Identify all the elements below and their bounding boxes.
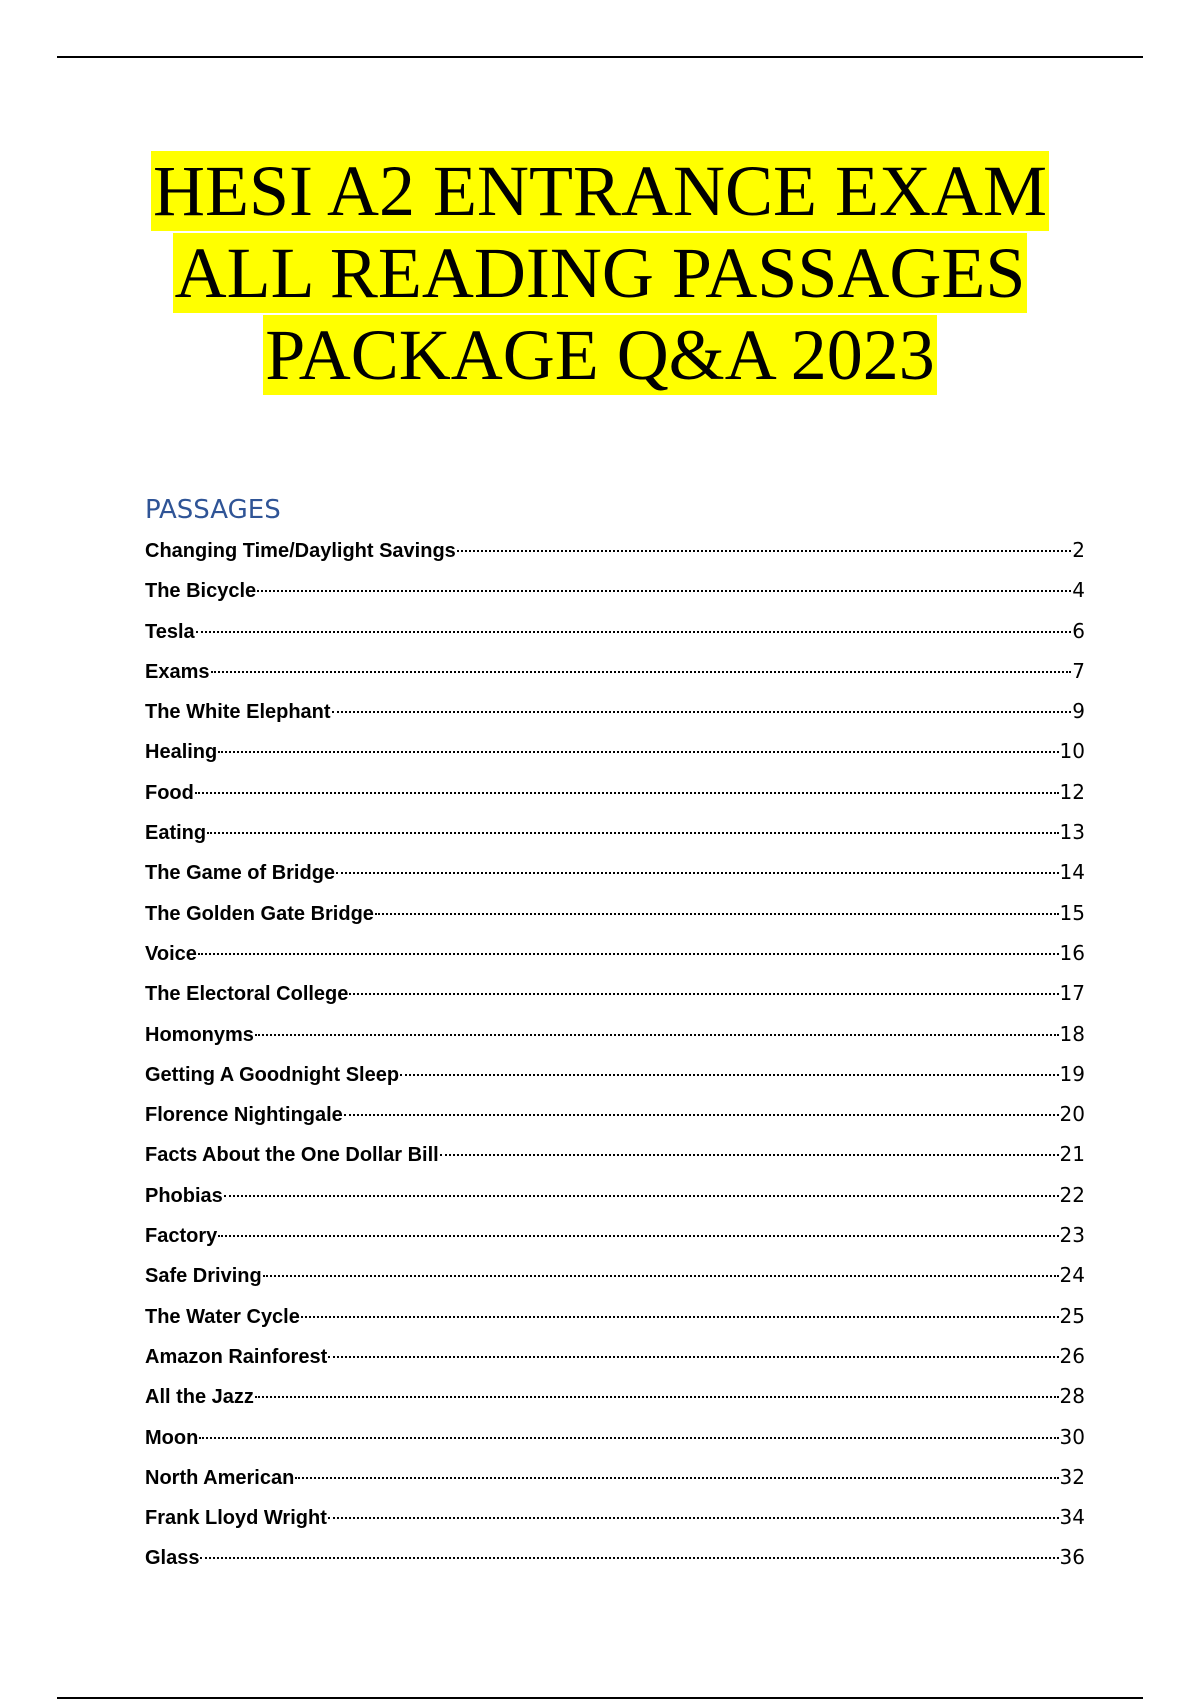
toc-leader-dots — [263, 1275, 1059, 1277]
toc-entry[interactable] — [145, 651, 1085, 691]
toc-entry[interactable] — [145, 1014, 1085, 1054]
toc-entry-page: 24 — [1059, 1263, 1085, 1288]
bottom-rule — [57, 1697, 1143, 1699]
toc-entry-page: 15 — [1059, 900, 1085, 925]
toc-leader-dots — [199, 1437, 1058, 1439]
toc-entry-title: Exams — [145, 660, 210, 683]
toc-entry-title: Eating — [145, 822, 207, 845]
toc-entry[interactable] — [145, 731, 1085, 771]
toc-leader-dots — [328, 1356, 1058, 1358]
toc-entry[interactable] — [145, 893, 1085, 933]
toc-entry-title: The Bicycle — [145, 580, 257, 603]
toc-entry-page: 10 — [1059, 739, 1085, 764]
toc-entry[interactable] — [145, 1094, 1085, 1134]
toc-entry[interactable] — [145, 611, 1085, 651]
toc-entry-title: Safe Driving — [145, 1265, 262, 1288]
toc-list — [145, 530, 1085, 1578]
toc-leader-dots — [400, 1074, 1058, 1076]
toc-entry-page: 9 — [1072, 699, 1085, 724]
toc-entry-page: 14 — [1059, 860, 1085, 885]
toc-entry-page: 34 — [1059, 1505, 1085, 1530]
toc-entry[interactable] — [145, 772, 1085, 812]
toc-entry-title: Amazon Rainforest — [145, 1345, 328, 1368]
toc-entry-title: Changing Time/Daylight Savings — [145, 540, 456, 562]
toc-entry-title: Tesla — [145, 620, 195, 643]
toc-entry-page: 19 — [1059, 1061, 1085, 1086]
toc-entry[interactable] — [145, 1175, 1085, 1215]
toc-entry-title: Frank Lloyd Wright — [145, 1507, 327, 1530]
toc-entry[interactable] — [145, 1255, 1085, 1295]
toc-heading: PASSAGES — [145, 495, 281, 525]
toc-entry[interactable] — [145, 1336, 1085, 1376]
toc-leader-dots — [440, 1154, 1059, 1156]
toc-entry-page: 13 — [1059, 820, 1085, 845]
toc-entry[interactable] — [145, 570, 1085, 610]
toc-leader-dots — [195, 792, 1059, 794]
toc-entry-page: 22 — [1059, 1182, 1085, 1207]
toc-entry-page: 16 — [1059, 940, 1085, 965]
toc-entry[interactable] — [145, 530, 1085, 570]
toc-leader-dots — [349, 993, 1058, 995]
toc-leader-dots — [196, 631, 1072, 633]
toc-entry[interactable] — [145, 1215, 1085, 1255]
toc-entry-page: 23 — [1059, 1223, 1085, 1248]
toc-entry-title: Homonyms — [145, 1023, 254, 1046]
toc-entry-title: Healing — [145, 741, 218, 764]
toc-entry[interactable] — [145, 1497, 1085, 1537]
toc-entry[interactable] — [145, 933, 1085, 973]
toc-leader-dots — [218, 751, 1058, 753]
toc-entry-page: 18 — [1059, 1021, 1085, 1046]
table-of-contents — [145, 492, 1085, 1578]
title-line-1: HESI A2 ENTRANCE EXAM — [153, 151, 1047, 231]
toc-leader-dots — [301, 1316, 1059, 1318]
toc-entry-page: 21 — [1059, 1142, 1085, 1167]
toc-leader-dots — [207, 832, 1058, 834]
toc-leader-dots — [257, 590, 1071, 592]
toc-entry-page: 2 — [1072, 538, 1085, 562]
toc-entry-title: The Game of Bridge — [145, 862, 336, 885]
toc-entry-page: 7 — [1072, 658, 1085, 683]
toc-entry-page: 32 — [1059, 1464, 1085, 1489]
toc-entry-title: Factory — [145, 1225, 218, 1248]
toc-entry-page: 25 — [1059, 1303, 1085, 1328]
toc-entry[interactable] — [145, 1376, 1085, 1416]
toc-leader-dots — [200, 1557, 1058, 1559]
toc-entry-title: Moon — [145, 1426, 199, 1449]
toc-leader-dots — [457, 550, 1071, 552]
toc-entry[interactable] — [145, 1417, 1085, 1457]
toc-leader-dots — [295, 1477, 1058, 1479]
toc-leader-dots — [255, 1396, 1059, 1398]
toc-entry-title: The Golden Gate Bridge — [145, 902, 374, 925]
toc-entry-page: 30 — [1059, 1424, 1085, 1449]
toc-leader-dots — [328, 1517, 1059, 1519]
toc-leader-dots — [224, 1195, 1059, 1197]
toc-entry-title: All the Jazz — [145, 1386, 254, 1409]
toc-leader-dots — [332, 711, 1072, 713]
toc-entry[interactable] — [145, 852, 1085, 892]
toc-entry-page: 6 — [1072, 618, 1085, 643]
toc-entry[interactable] — [145, 973, 1085, 1013]
toc-leader-dots — [198, 953, 1059, 955]
toc-entry-title: North American — [145, 1466, 295, 1489]
toc-leader-dots — [375, 913, 1059, 915]
toc-leader-dots — [218, 1235, 1058, 1237]
toc-entry-title: Voice — [145, 942, 197, 965]
toc-leader-dots — [255, 1034, 1059, 1036]
document-title — [0, 150, 1200, 396]
toc-leader-dots — [344, 1114, 1059, 1116]
toc-entry-title: Facts About the One Dollar Bill — [145, 1144, 439, 1167]
toc-entry-title: Getting A Goodnight Sleep — [145, 1063, 400, 1086]
toc-entry-title: Phobias — [145, 1184, 223, 1207]
toc-entry-page: 17 — [1059, 981, 1085, 1006]
toc-entry[interactable] — [145, 1134, 1085, 1174]
toc-entry-title: Glass — [145, 1547, 200, 1570]
toc-entry-page: 12 — [1059, 779, 1085, 804]
toc-entry[interactable] — [145, 1457, 1085, 1497]
top-rule — [57, 56, 1143, 58]
toc-entry-page: 36 — [1059, 1545, 1085, 1570]
toc-entry[interactable] — [145, 812, 1085, 852]
title-line-2: ALL READING PASSAGES — [174, 233, 1026, 313]
toc-entry-page: 4 — [1072, 578, 1085, 603]
toc-entry-title: The White Elephant — [145, 701, 331, 724]
toc-entry-title: The Water Cycle — [145, 1305, 300, 1328]
toc-entry-page: 20 — [1059, 1102, 1085, 1127]
toc-entry-title: The Electoral College — [145, 983, 349, 1006]
toc-leader-dots — [211, 671, 1072, 673]
toc-entry[interactable] — [145, 691, 1085, 731]
toc-entry-title: Florence Nightingale — [145, 1104, 343, 1127]
toc-leader-dots — [336, 872, 1059, 874]
toc-entry[interactable] — [145, 1054, 1085, 1094]
title-line-3: PACKAGE Q&A 2023 — [265, 315, 935, 395]
toc-entry-page: 26 — [1059, 1343, 1085, 1368]
toc-entry[interactable] — [145, 1537, 1085, 1577]
toc-entry[interactable] — [145, 1296, 1085, 1336]
toc-entry-title: Food — [145, 781, 194, 804]
toc-entry-page: 28 — [1059, 1384, 1085, 1409]
